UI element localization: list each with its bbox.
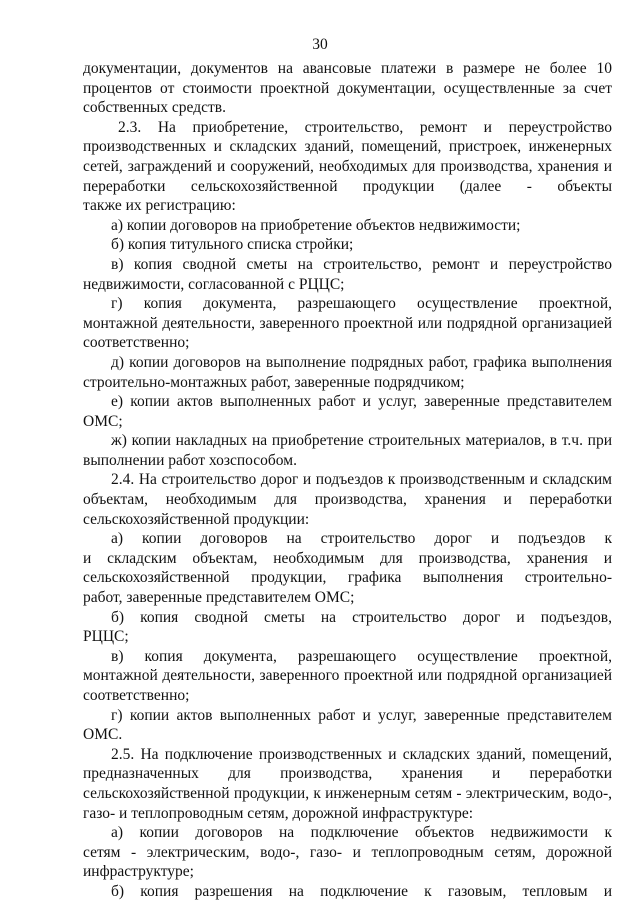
text-line: 2.4. На строительство дорог и подъездов к производственным и складским bbox=[111, 471, 612, 489]
text-line: недвижимости, согласованной с РЦЦС; bbox=[83, 275, 345, 293]
text-line: сельскохозяйственной продукции, графика выполнения строительно- bbox=[83, 569, 612, 587]
text-line: б) копия разрешения на подключение к газовым, тепловым и bbox=[111, 882, 612, 900]
document-body bbox=[83, 59, 612, 902]
text-line: 2.3. На приобретение, строительство, ремонт и переустройство bbox=[118, 118, 612, 136]
text-line: РЦЦС; bbox=[83, 628, 129, 646]
text-line: собственных средств. bbox=[83, 99, 226, 117]
text-line: соответственно; bbox=[83, 687, 190, 704]
text-line: сетям - электрическим, водо-, газо- и теплопроводным сетям, дорожной bbox=[83, 843, 612, 861]
text-line: также их регистрацию: bbox=[83, 197, 236, 215]
text-line: а) копии договоров на подключение объектов недвижимости к bbox=[111, 824, 612, 842]
text-line: сетей, заграждений и сооружений, необходимых для производства, хранения и bbox=[83, 157, 612, 175]
text-line: е) копии актов выполненных работ и услуг, заверенные представителем bbox=[111, 393, 612, 411]
text-line: д) копии договоров на выполнение подрядных работ, графика выполнения bbox=[111, 353, 612, 371]
text-line: инфраструктуре; bbox=[83, 863, 194, 881]
text-line: документации, документов на авансовые платежи в размере не более 10 bbox=[83, 60, 612, 77]
text-line: 2.5. На подключение производственных и складских зданий, помещений, bbox=[111, 745, 612, 763]
text-line: монтажной деятельности, заверенного проектной или подрядной организацией bbox=[83, 667, 612, 685]
text-line: б) копия титульного списка стройки; bbox=[111, 236, 354, 254]
text-line: и складским объектам, необходимым для производства, хранения и bbox=[83, 549, 612, 567]
text-line: объектам, необходимым для производства, хранения и переработки bbox=[83, 491, 612, 509]
text-line: г) копии актов выполненных работ и услуг, заверенные представителем bbox=[111, 706, 612, 724]
text-line: а) копии договоров на строительство дорог и подъездов к bbox=[111, 530, 612, 548]
text-line: б) копия сводной сметы на строительство дорог и подъездов, bbox=[111, 608, 612, 626]
text-line: ж) копии накладных на приобретение строительных материалов, в т.ч. при bbox=[111, 432, 612, 450]
text-line: соответственно; bbox=[83, 334, 190, 352]
text-line: предназначенных для производства, хранения и переработки bbox=[83, 765, 612, 783]
page-number: 30 bbox=[312, 36, 328, 53]
text-line: монтажной деятельности, заверенного проектной или подрядной организацией bbox=[83, 314, 612, 332]
text-line: ОМС. bbox=[83, 726, 123, 744]
text-line: ОМС; bbox=[83, 412, 123, 430]
text-line: в) копия сводной сметы на строительство, ремонт и переустройство bbox=[111, 255, 612, 273]
text-line: сельскохозяйственной продукции, к инженерным сетям - электрическим, водо-, bbox=[83, 784, 612, 802]
text-line: работ, заверенные представителем ОМС; bbox=[83, 589, 355, 607]
text-line: в) копия документа, разрешающего осуществление проектной, bbox=[111, 647, 612, 665]
text-line: производственных и складских зданий, помещений, пристроек, инженерных bbox=[83, 138, 612, 156]
text-line: переработки сельскохозяйственной продукции (далее - объекты bbox=[83, 177, 612, 195]
text-line: строительно-монтажных работ, заверенные подрядчиком; bbox=[83, 373, 465, 391]
text-line: газо- и теплопроводным сетям, дорожной инфраструктуре: bbox=[83, 804, 474, 822]
text-line: выполнении работ хозспособом. bbox=[83, 451, 297, 469]
text-line: г) копия документа, разрешающего осуществление проектной, bbox=[111, 295, 612, 313]
text-line: а) копии договоров на приобретение объектов недвижимости; bbox=[111, 216, 521, 234]
text-line: процентов от стоимости проектной документации, осуществленные за счет bbox=[83, 79, 612, 97]
text-line: сельскохозяйственной продукции: bbox=[83, 510, 310, 528]
